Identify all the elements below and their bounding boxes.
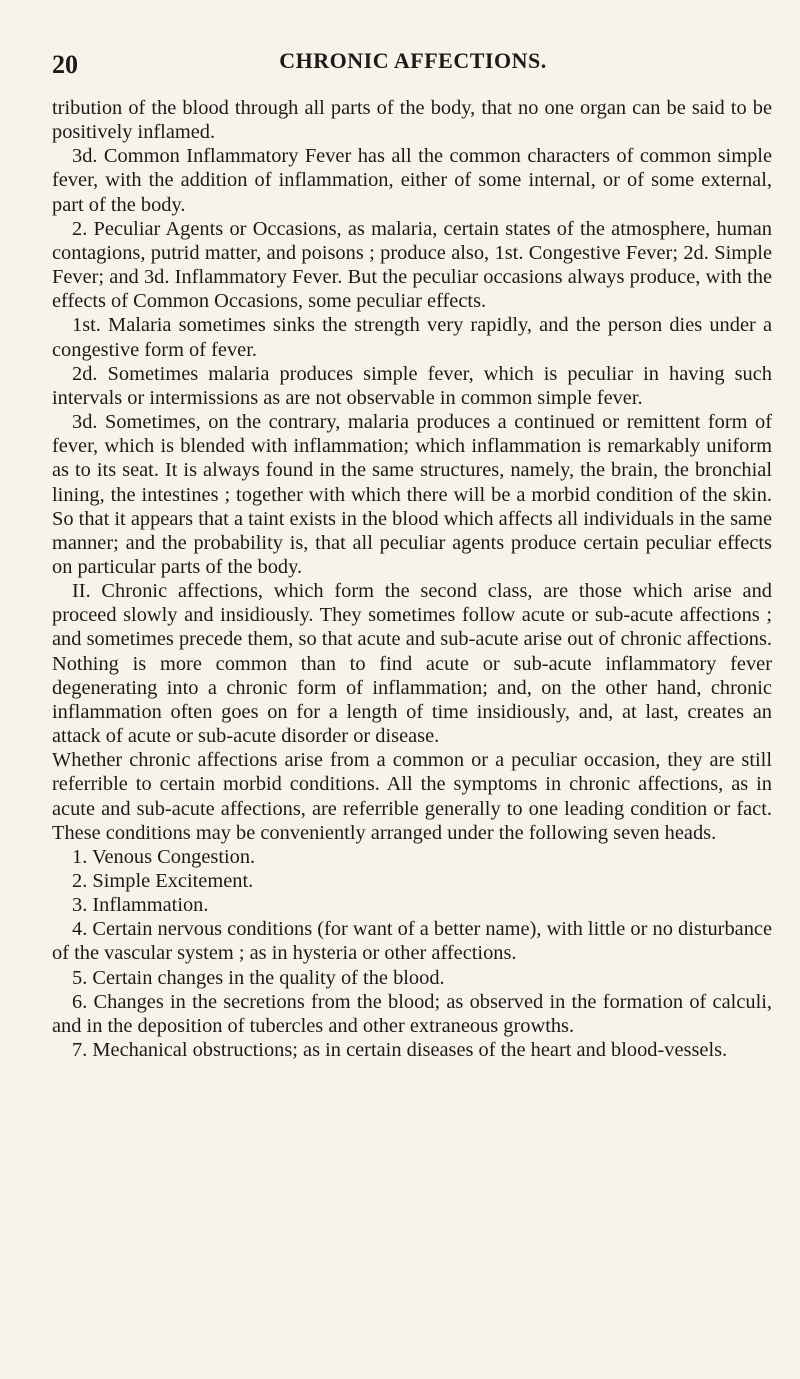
paragraph-malaria-first: 1st. Malaria sometimes sinks the strength very rapidly, and the person dies under a congestive form of fever. (52, 314, 772, 361)
list-item-inflammation: 3. Inflammation. (72, 894, 209, 917)
paragraph-peculiar-agents: 2. Peculiar Agents or Occasions, as malaria, certain states of the atmosphere, human contagions, putrid matter, and poisons ; produce also, 1st. Congestive Fever; 2d. Simple Fever; and 3d. Inflammatory Fever. But the peculiar occasions always produce, with the effects of Common Occasions, some peculiar effects. (52, 217, 772, 313)
list-item-simple-excitement: 2. Simple Excitement. (72, 870, 254, 892)
paragraph-morbid-conditions: Whether chronic affections arise from a common or a peculiar occasion, they are still referrible to certain morbid conditions. All the symptoms in chronic affections, as in acute and sub-acute affections, are referrible generally to one leading condition or fact. These conditions may be conveniently arranged under the following seven heads. (52, 749, 772, 844)
page-number: 20 (52, 50, 78, 79)
paragraph-malaria-third: 3d. Sometimes, on the contrary, malaria produces a continued or remittent form of fever, which is blended with inflammation; which inflammation is remarkably uniform as to its seat. It is always found in the same structures, namely, the brain, the bronchial lining, the intestines ; together with which there will be a morbid condition of the skin. So that it appears that a taint exists in the blood which affects all individuals in the same manner; and the probability is, that all peculiar agents produce certain peculiar effects on particular parts of the body. (52, 411, 772, 578)
paragraph-chronic-affections: II. Chronic affections, which form the second class, are those which arise and proceed slowly and insidiously. They sometimes follow acute or sub-acute affections ; and sometimes precede them, so that acute and sub-acute arise out of chronic affections. Nothing is more common than to find acute or sub-acute inflammatory fever degenerating into a chronic form of inflammation; and, on the other hand, chronic inflammation often goes on for a length of time insidiously, and, at last, creates an attack of acute or sub-acute disorder or disease. (52, 580, 772, 748)
list-item-secretions: 6. Changes in the secretions from the blood; as observed in the formation of calculi, and in the deposition of tubercles and other extraneous growths. (52, 990, 772, 1037)
list-item-venous-congestion: 1. Venous Congestion. (72, 845, 256, 868)
body-text (52, 96, 772, 1062)
page-header (52, 46, 774, 80)
paragraph-continuation: tribution of the blood through all parts of the body, that no one organ can be said to be positively inflamed. (52, 97, 772, 144)
list-item-blood-quality: 5. Certain changes in the quality of the blood. (72, 966, 445, 989)
paragraph-malaria-second: 2d. Sometimes malaria produces simple fever, which is peculiar in having such intervals or intermissions as are not observable in common simple fever. (52, 362, 772, 409)
list-item-nervous-conditions: 4. Certain nervous conditions (for want of a better name), with little or no disturbance of the vascular system ; as in hysteria or other affections. (52, 918, 772, 965)
running-head: CHRONIC AFFECTIONS. (279, 48, 547, 73)
list-item-mechanical-obstructions: 7. Mechanical obstructions; as in certain diseases of the heart and blood-vessels. (72, 1039, 728, 1062)
paragraph-common-inflammatory-fever: 3d. Common Inflammatory Fever has all the common characters of common simple fever, with the addition of inflammation, either of some internal, or of some external, part of the body. (52, 145, 772, 216)
